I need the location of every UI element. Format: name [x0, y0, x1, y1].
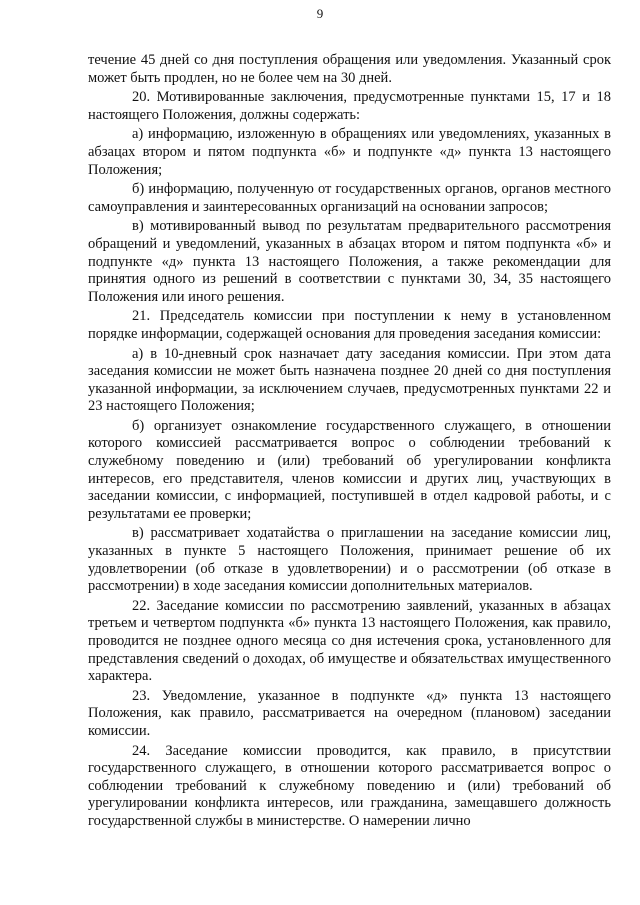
paragraph-continuation: течение 45 дней со дня поступления обращения или уведомления. Указанный срок может быть продлен, но не более чем на 30 дней.	[88, 52, 611, 86]
paragraph-item-20b: б) информацию, полученную от государственных органов, органов местного самоуправления и заинтересованных организаций на основании запросов;	[88, 181, 611, 215]
paragraph-item-24: 24. Заседание комиссии проводится, как правило, в присутствии государственного служащего, в отношении которого рассматривается вопрос о соблюдении требований к служебному поведению и (или) требований об урегулировании конфликта интересов, или гражданина, замещавшего должность государственной службы в министерстве. О намерении лично	[88, 742, 611, 829]
paragraph-item-21v: в) рассматривает ходатайства о приглашении на заседание комиссии лиц, указанных в пункте 5 настоящего Положения, принимает решение об их удовлетворении (об отказе в удовлетворении) и о рассмотрении (об отказе в рассмотрении) в ходе заседания комиссии дополнительных материалов.	[88, 525, 611, 595]
paragraph-item-20: 20. Мотивированные заключения, предусмотренные пунктами 15, 17 и 18 настоящего Положения, должны содержать:	[88, 89, 611, 123]
paragraph-item-21: 21. Председатель комиссии при поступлении к нему в установленном порядке информации, содержащей основания для проведения заседания комиссии:	[88, 308, 611, 342]
paragraph-item-21b: б) организует ознакомление государственного служащего, в отношении которого комиссией рассматривается вопрос о соблюдении требований к служебному поведению и (или) требований об урегулировании конфликта интересов, его представителя, членов комиссии и других лиц, участвующих в заседании комиссии, с информацией, поступившей в отдел кадровой работы, и с результатами ее проверки;	[88, 417, 611, 522]
paragraph-item-21a: а) в 10-дневный срок назначает дату заседания комиссии. При этом дата заседания комиссии не может быть назначена позднее 20 дней со дня поступления указанной информации, за исключением случаев, предусмотренных пунктами 22 и 23 настоящего Положения;	[88, 345, 611, 415]
paragraph-item-23: 23. Уведомление, указанное в подпункте «д» пункта 13 настоящего Положения, как правило, рассматривается на очередном (плановом) заседании комиссии.	[88, 687, 611, 739]
paragraph-item-22: 22. Заседание комиссии по рассмотрению заявлений, указанных в абзацах третьем и четвертом подпункта «б» пункта 13 настоящего Положения, как правило, проводится не позднее одного месяца со дня истечения срока, установленного для представления сведений о доходах, об имуществе и обязательствах имущественного характера.	[88, 597, 611, 685]
document-body	[88, 52, 611, 833]
paragraph-item-20v: в) мотивированный вывод по результатам предварительного рассмотрения обращений и уведомлений, указанных в абзацах втором и пятом подпункта «б» и подпункте «д» пункта 13 настоящего Положения, а также рекомендации для принятия одного из решений в соответствии с пунктами 30, 34, 35 настоящего Положения или иного решения.	[88, 218, 611, 305]
page-number: 9	[316, 6, 324, 21]
paragraph-item-20a: а) информацию, изложенную в обращениях или уведомлениях, указанных в абзацах втором и пятом подпункта «б» и подпункте «д» пункта 13 настоящего Положения;	[88, 126, 611, 178]
